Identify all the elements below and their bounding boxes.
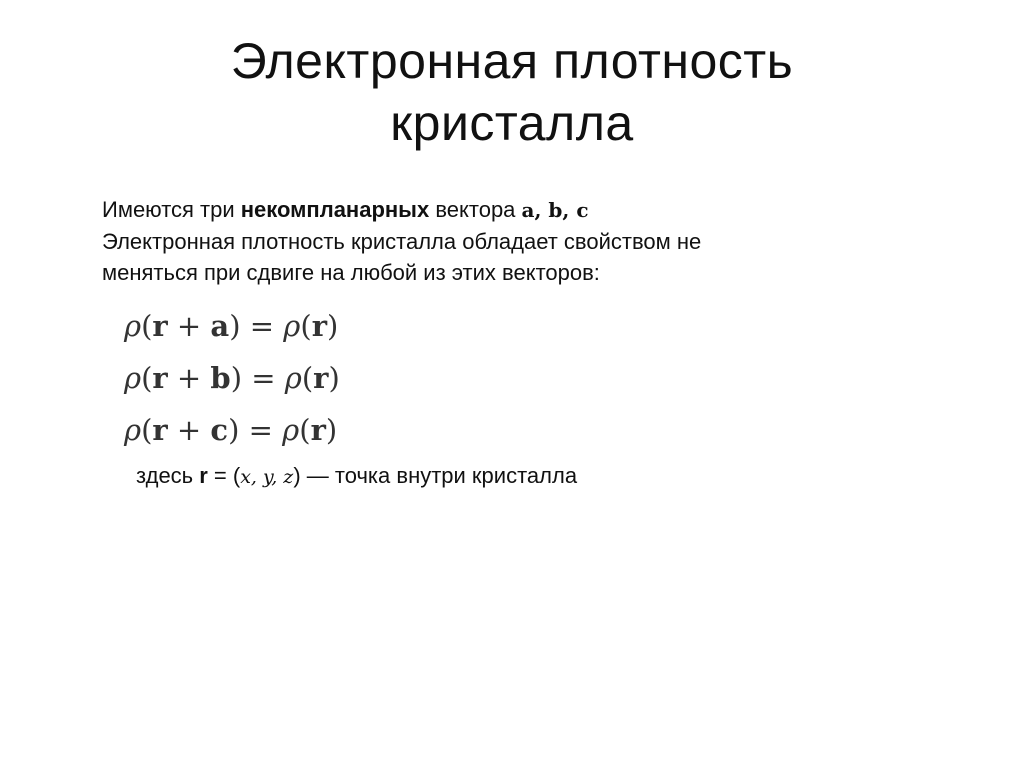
title-line-2: кристалла [390, 95, 634, 151]
rho-symbol: ρ [124, 413, 142, 447]
note-suffix: ) — точка внутри кристалла [293, 463, 578, 488]
paren: ) [229, 309, 241, 343]
plus-sign: + [167, 361, 211, 395]
vector-r: r [152, 413, 168, 447]
slide-title [0, 30, 1024, 154]
plus-sign: + [167, 309, 211, 343]
rho-symbol: ρ [124, 361, 142, 395]
paren: ( [301, 361, 314, 395]
rho-symbol: ρ [284, 361, 302, 395]
note-coords: x, y, z [240, 466, 294, 488]
equals-sign: = [239, 413, 283, 447]
paren: ) [325, 413, 338, 447]
paren: ) [328, 361, 340, 395]
paren: ) [230, 361, 243, 395]
rho-symbol: ρ [124, 309, 142, 343]
paren: ( [300, 309, 312, 343]
intro-line-1 [102, 194, 922, 226]
paren: ) [326, 309, 339, 343]
note-r: r [199, 463, 208, 488]
intro-line-2: Электронная плотность кристалла обладает свойством не [102, 229, 702, 254]
rho-symbol: ρ [283, 309, 301, 343]
note-text [136, 460, 577, 493]
intro-bold-word: некомпланарных [240, 197, 430, 222]
intro-suffix: вектора [429, 197, 522, 222]
vector-r: r [310, 413, 326, 447]
vector-a: a [210, 309, 230, 343]
formula-a [124, 302, 340, 354]
paren: ( [141, 361, 153, 395]
plus-sign: + [167, 413, 211, 447]
vector-r: r [311, 309, 327, 343]
vector-r: r [152, 309, 168, 343]
paren: ( [141, 413, 153, 447]
vector-c: c [210, 413, 229, 447]
intro-line-3: меняться при сдвиге на любой из этих векторов: [102, 260, 600, 285]
intro-text [102, 194, 922, 288]
paren: ( [141, 309, 153, 343]
rho-symbol: ρ [282, 413, 300, 447]
vector-r: r [313, 361, 329, 395]
paren: ( [299, 413, 311, 447]
vector-r: r [152, 361, 168, 395]
note-prefix: здесь [136, 463, 200, 488]
equals-sign: = [240, 309, 284, 343]
formula-b [124, 354, 340, 406]
formula-c [124, 406, 340, 458]
vector-b: b [210, 361, 231, 395]
intro-prefix: Имеются три [102, 197, 241, 222]
intro-vectors: a, b, c [521, 198, 589, 222]
note-eq: = ( [207, 463, 241, 488]
equals-sign: = [242, 361, 285, 395]
title-line-1: Электронная плотность [230, 33, 794, 89]
formula-list [124, 302, 340, 458]
paren: ) [228, 413, 240, 447]
